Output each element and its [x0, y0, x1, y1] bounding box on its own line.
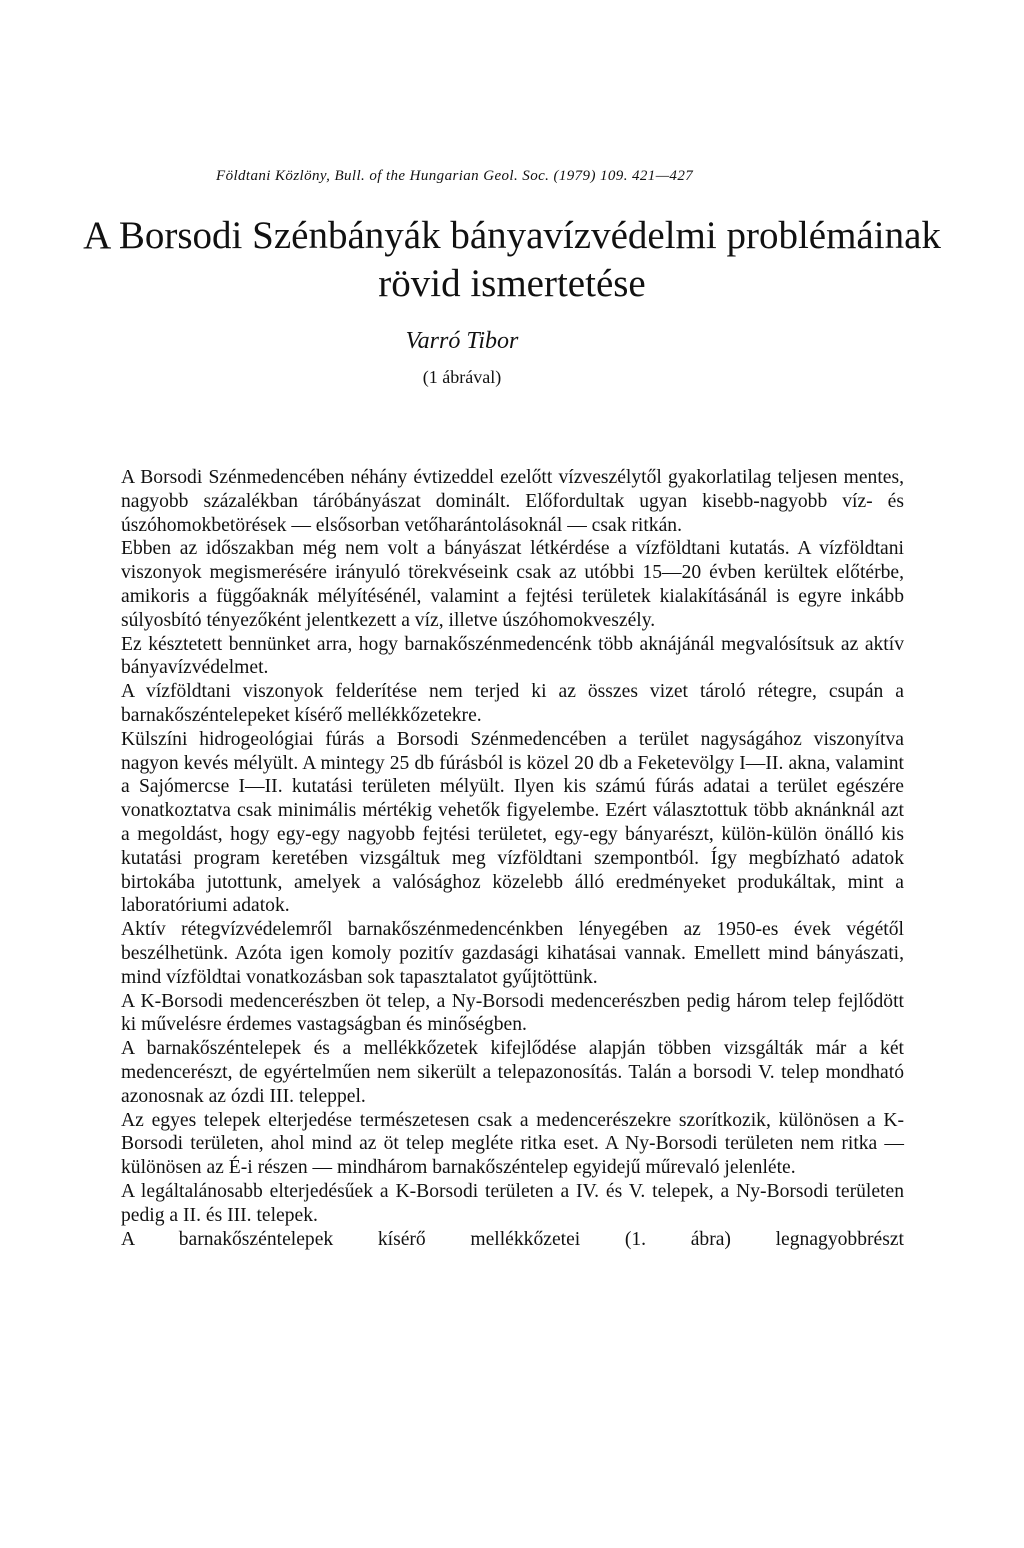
- paragraph-2: Ebben az időszakban még nem volt a bányászat létkérdése a vízföldtani kutatás. A vízföldtani viszonyok megismerésére irányuló törekvéseink csak az utóbbi 15—20 évben kerültek előtérbe, amikoris a függőaknák mélyítésénél, valamint a fejtési területek kialakításánál is egyre inkább súlyosbító tényezőként jelentkezett a víz, illetve úszóhomokveszély.: [121, 538, 904, 631]
- paragraph-11: A barnakőszéntelepek kísérő mellékkőzetei (1. ábra) legnagyobbrészt: [121, 1228, 904, 1250]
- paragraph-6: Aktív rétegvízvédelemről barnakőszénmedencénkben lényegében az 1950-es évek végétől beszélhetünk. Azóta igen komoly pozitív gazdasági kihatásai vannak. Emellett mind bányászati, mind vízföldtai vonatkozásban sok tapasztalatot gyűjtöttünk.: [121, 919, 904, 988]
- paragraph-1: A Borsodi Szénmedencében néhány évtizeddel ezelőtt vízveszélytől gyakorlatilag teljesen mentes, nagyobb százalékban táróbányászat dominált. Előfordultak ugyan kisebb-nagyobb víz- és úszóhomokbetörések — elsősorban vetőharántolásoknál — csak ritkán.: [121, 467, 904, 536]
- paragraph-10: A legáltalánosabb elterjedésűek a K-Borsodi területen a IV. és V. telepek, a Ny-Borsodi területen pedig a II. és III. telepek.: [121, 1180, 904, 1226]
- figure-count-note: (1 ábrával): [422, 367, 502, 387]
- paragraph-5: Külszíni hidrogeológiai fúrás a Borsodi Szénmedencében a terület nagyságához viszonyítva nagyon kevés mélyült. A mintegy 25 db fúrásból is közel 20 db a Feketevölgy I—II. akna, valamint a Sajómercse I—II. kutatási területen mélyült. Ilyen kis számú fúrás adatai a terület egészére vonatkoztatva csak minimális mértékig vehetők figyelembe. Ezért választottuk több aknánknál azt a megoldást, hogy egy-egy nagyobb fejtési területet, egy-egy bányarészt, külön-külön önálló kis kutatási program keretében vizsgáltuk meg vízföldtani szempontból. Így megbízható adatok birtokába jutottunk, amelyek a valósághoz közelebb álló eredményeket produkáltak, mint a laboratóriumi adatok.: [121, 728, 904, 917]
- paragraph-7: A K-Borsodi medencerészben öt telep, a Ny-Borsodi medencerészben pedig három telep fejlődött ki művelésre érdemes vastagságban és minőségben.: [121, 990, 904, 1036]
- running-head: Földtani Közlöny, Bull. of the Hungarian Geol. Soc. (1979) 109. 421—427: [216, 168, 694, 184]
- paragraph-8: A barnakőszéntelepek és a mellékkőzetek kifejlődése alapján többen vizsgálták már a két medencerészt, de egyértelműen nem sikerült a telepazonosítás. Talán a borsodi V. telep mondható azonosnak az ózdi III. teleppel.: [121, 1038, 904, 1107]
- paragraph-9: Az egyes telepek elterjedése természetesen csak a medencerészekre szorítkozik, különösen a K-Borsodi területen, ahol mind az öt telep megléte ritka eset. A Ny-Borsodi területen nem ritka — különösen az É-i részen — mindhárom barnakőszéntelep egyidejű műrevaló jelenléte.: [121, 1109, 904, 1179]
- article-title: A Borsodi Szénbányák bányavízvédelmi problémáinak rövid ismertetése: [83, 214, 941, 305]
- paragraph-3: Ez késztetett bennünket arra, hogy barnakőszénmedencénk több aknájánál megvalósítsuk az aktív bányavízvédelmet.: [121, 633, 904, 679]
- author-name: Varró Tibor: [405, 328, 519, 354]
- article-body: [121, 466, 904, 1251]
- paragraph-4: A vízföldtani viszonyok felderítése nem terjed ki az összes vizet tároló rétegre, csupán a barnakőszéntelepeket kísérő mellékkőzetekre.: [121, 681, 904, 726]
